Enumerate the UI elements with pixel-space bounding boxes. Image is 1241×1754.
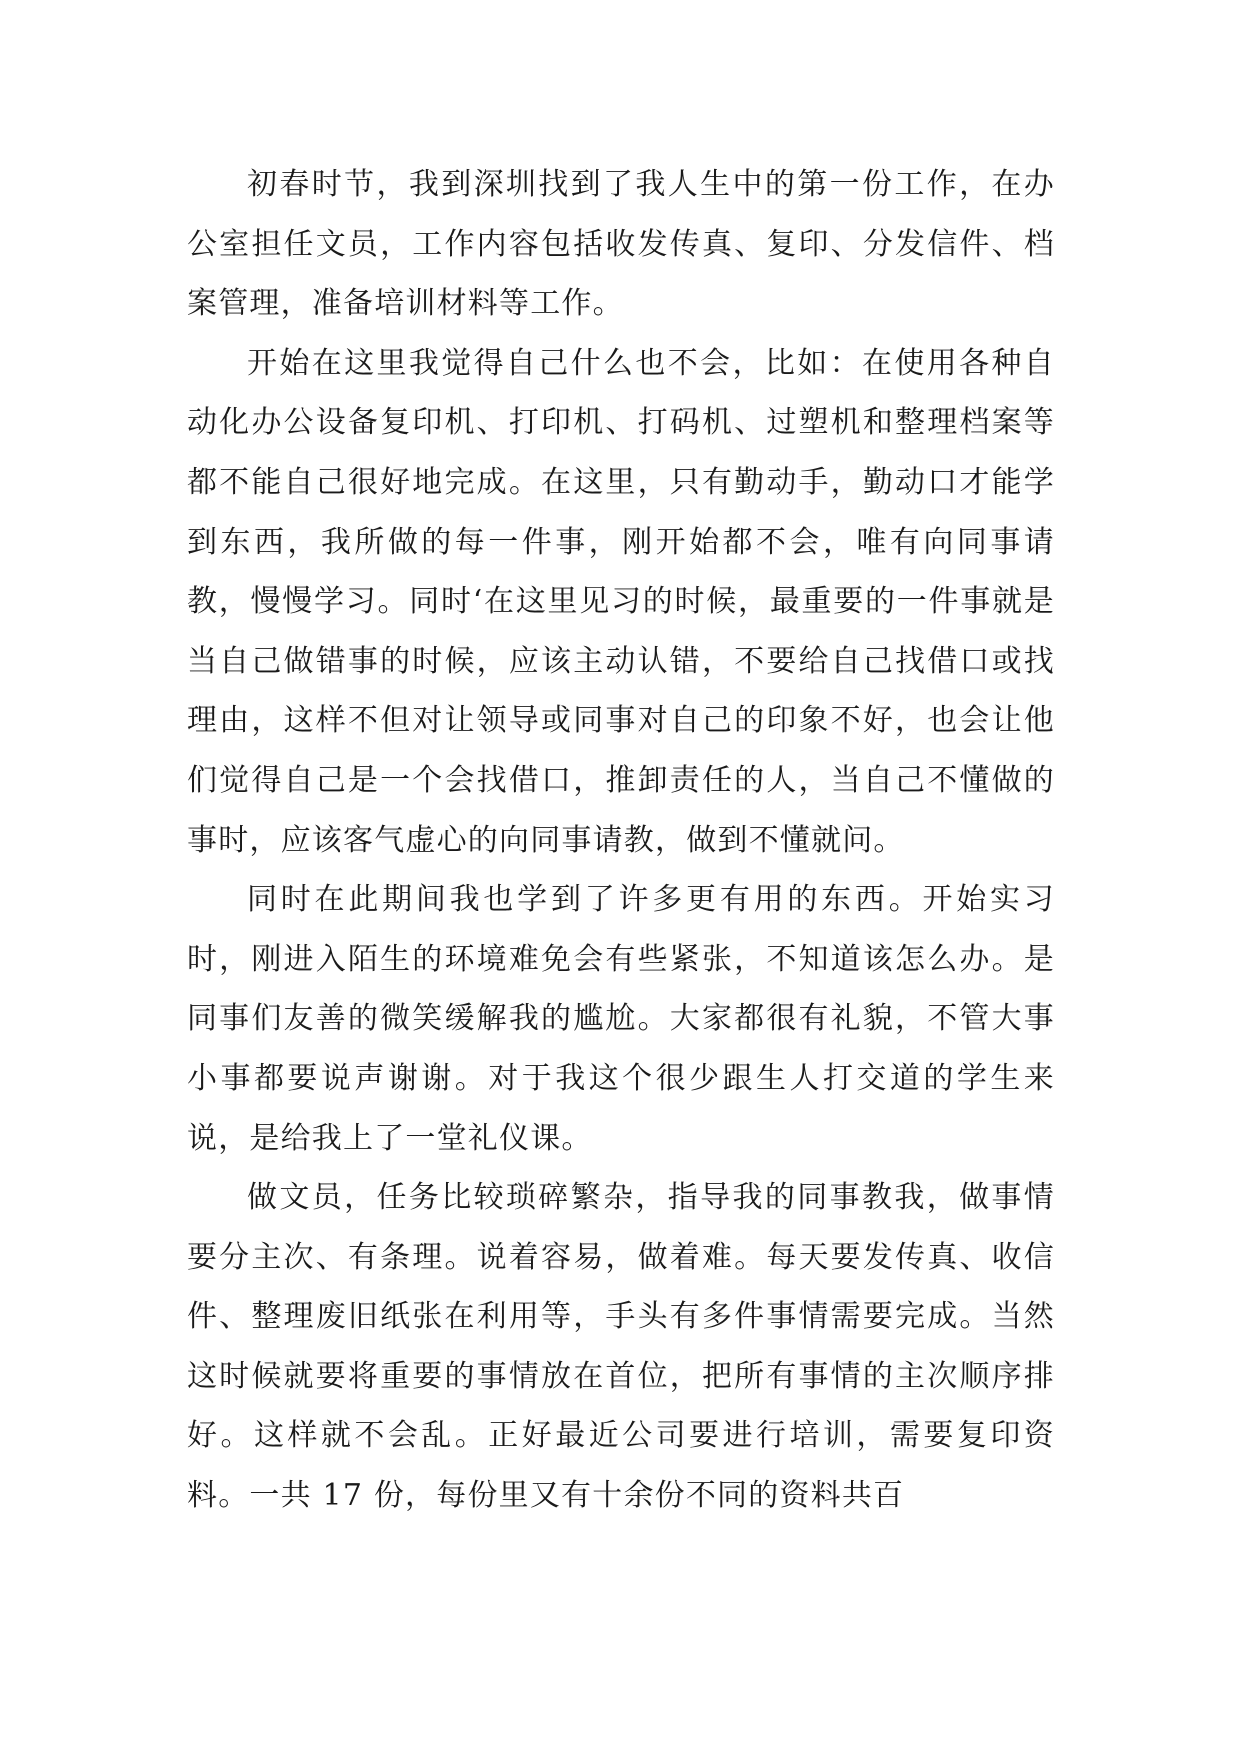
document-body: [187, 155, 1055, 1526]
paragraph-2: 开始在这里我觉得自己什么也不会，比如：在使用各种自动化办公设备复印机、打印机、打码机、过塑机和整理档案等都不能自己很好地完成。在这里，只有勤动手，勤动口才能学到东西，我所做的每一件事，刚开始都不会，唯有向同事请教，慢慢学习。同时‘在这里见习的时候，最重要的一件事就是当自己做错事的时候，应该主动认错，不要给自己找借口或找理由，这样不但对让领导或同事对自己的印象不好，也会让他们觉得自己是一个会找借口，推卸责任的人，当自己不懂做的事时，应该客气虚心的向同事请教，做到不懂就问。: [187, 345, 1055, 858]
paragraph-1: 初春时节，我到深圳找到了我人生中的第一份工作，在办公室担任文员，工作内容包括收发传真、复印、分发信件、档案管理，准备培训材料等工作。: [187, 167, 1055, 322]
paragraph-4: 做文员，任务比较琐碎繁杂，指导我的同事教我，做事情要分主次、有条理。说着容易，做着难。每天要发传真、收信件、整理废旧纸张在利用等，手头有多件事情需要完成。当然这时候就要将重要的事情放在首位，把所有事情的主次顺序排好。这样就不会乱。正好最近公司要进行培训，需要复印资料。一共 17 份，每份里又有十余份不同的资料共百: [187, 1180, 1055, 1514]
paragraph-3: 同时在此期间我也学到了许多更有用的东西。开始实习时，刚进入陌生的环境难免会有些紧张，不知道该怎么办。是同事们友善的微笑缓解我的尴尬。大家都很有礼貌，不管大事小事都要说声谢谢。对于我这个很少跟生人打交道的学生来说，是给我上了一堂礼仪课。: [187, 882, 1055, 1156]
